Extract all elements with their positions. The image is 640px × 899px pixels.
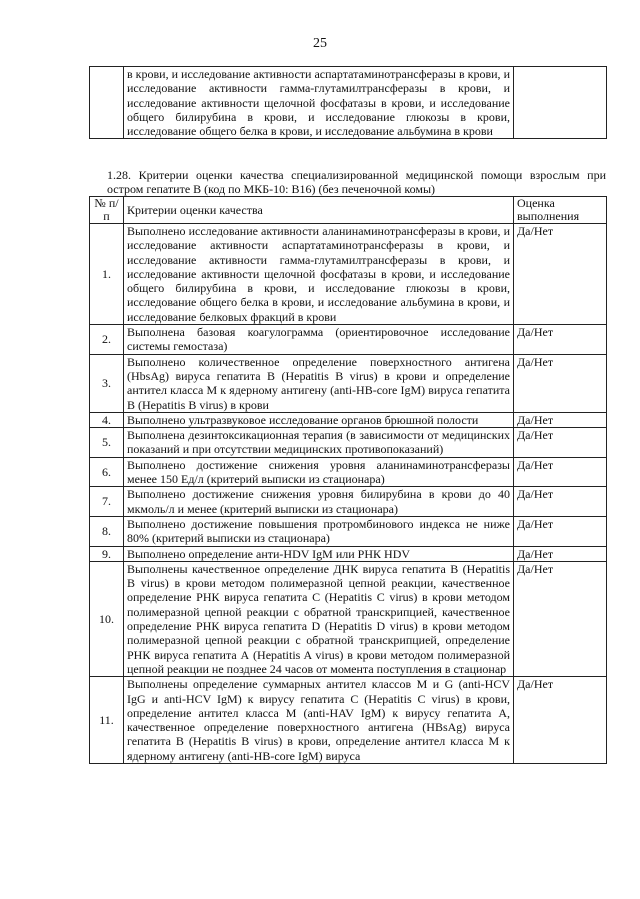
criterion-text: Выполнены определение суммарных антител классов М и G (anti-HCV IgG и anti-HCV IgM) к вирусу гепатита С (Hepatitis C virus) в крови, определение антител класса М (anti-HAV IgM) к вирусу гепатита А, качественное определение поверхностного антигена (HBsAg) вируса гепатита В (Hepatitis B virus) в крови, определение антител класса М к ядерному антигену (anti-HB-core IgM) вируса xyxy=(124,677,514,764)
header-number: № п/п xyxy=(90,197,124,224)
criterion-text: Выполнено исследование активности аланинаминотрансферазы в крови, и исследование активности аспартатаминотрансферазы в крови, и исследование активности гамма-глутамилтрансферазы в крови, и исследование активности щелочной фосфатазы в крови, и исследование общего билирубина в крови, и исследование глюкозы в крови, исследование общего белка в крови, и исследование альбумина в крови, и исследование белковых фракций в крови xyxy=(124,224,514,325)
table-row xyxy=(90,354,607,412)
criterion-text: Выполнено достижение снижения уровня билирубина в крови до 40 мкмоль/л и менее (критерий выписки из стационара) xyxy=(124,487,514,517)
row-number: 7. xyxy=(90,487,124,517)
row-number: 4. xyxy=(90,412,124,427)
evaluation-cell xyxy=(514,67,607,139)
row-number: 3. xyxy=(90,354,124,412)
evaluation-value: Да/Нет xyxy=(514,428,607,458)
table-row xyxy=(90,561,607,676)
table-row xyxy=(90,487,607,517)
evaluation-value: Да/Нет xyxy=(514,561,607,676)
criterion-text: Выполнено достижение повышения протромбинового индекса не ниже 80% (критерий выписки из стационара) xyxy=(124,516,514,546)
table-row xyxy=(90,325,607,355)
evaluation-value: Да/Нет xyxy=(514,457,607,487)
row-number: 2. xyxy=(90,325,124,355)
evaluation-value: Да/Нет xyxy=(514,224,607,325)
evaluation-value: Да/Нет xyxy=(514,487,607,517)
row-number: 6. xyxy=(90,457,124,487)
table-row xyxy=(90,224,607,325)
section-heading xyxy=(89,168,606,196)
table-row xyxy=(90,412,607,427)
table-row xyxy=(90,428,607,458)
criterion-text: Выполнено количественное определение поверхностного антигена (HbsAg) вируса гепатита В (Hepatitis B virus) в крови и определение антител класса М к ядерному антигену (anti-HB-core IgM) вируса гепатита В (Hepatitis B virus) в крови xyxy=(124,354,514,412)
criterion-text: Выполнена дезинтоксикационная терапия (в зависимости от медицинских показаний и при отсутствии медицинских противопоказаний) xyxy=(124,428,514,458)
table-header-row xyxy=(90,197,607,224)
criterion-text: Выполнено достижение снижения уровня аланинаминотрансферазы менее 150 Ед/л (критерий выписки из стационара) xyxy=(124,457,514,487)
criterion-text: Выполнено определение анти-HDV IgM или РНК HDV xyxy=(124,546,514,561)
criterion-cell: в крови, и исследование активности аспартатаминотрансферазы в крови, и исследование активности гамма-глутамилтрансферазы в крови, и исследование активности щелочной фосфатазы в крови, и исследование общего билирубина в крови, и исследование глюкозы в крови, исследование общего белка в крови, и исследование альбумина в крови xyxy=(124,67,514,139)
continued-criteria-table xyxy=(89,66,607,139)
table-row xyxy=(90,67,607,139)
criterion-text: Выполнено ультразвуковое исследование органов брюшной полости xyxy=(124,412,514,427)
row-number: 8. xyxy=(90,516,124,546)
section-heading-text: 1.28. Критерии оценки качества специализированной медицинской помощи взрослым при остром гепатите В (код по МКБ-10: В16) (без печеночной комы) xyxy=(107,168,606,196)
table-row xyxy=(90,677,607,764)
table-row xyxy=(90,457,607,487)
row-number: 9. xyxy=(90,546,124,561)
page-number: 25 xyxy=(313,36,327,51)
row-number: 10. xyxy=(90,561,124,676)
criterion-text: Выполнена базовая коагулограмма (ориентировочное исследование системы гемостаза) xyxy=(124,325,514,355)
row-number-cell xyxy=(90,67,124,139)
evaluation-value: Да/Нет xyxy=(514,516,607,546)
evaluation-value: Да/Нет xyxy=(514,546,607,561)
table-row xyxy=(90,516,607,546)
header-criterion: Критерии оценки качества xyxy=(124,197,514,224)
quality-criteria-table xyxy=(89,196,607,764)
row-number: 1. xyxy=(90,224,124,325)
row-number: 11. xyxy=(90,677,124,764)
header-evaluation: Оценка выполнения xyxy=(514,197,607,224)
table-row xyxy=(90,546,607,561)
criterion-text: Выполнены качественное определение ДНК вируса гепатита В (Hepatitis B virus) в крови методом полимеразной цепной реакции, качественное определение РНК вируса гепатита С (Hepatitis C virus) в крови методом полимеразной цепной реакции с обратной транскрипцией, качественное определение РНК вируса гепатита D (Hepatitis D virus) в крови методом полимеразной цепной реакции с обратной транскрипцией, определение РНК вируса гепатита А (Hepatitis A virus) в крови методом полимеразной цепной реакции не позднее 24 часов от момента поступления в стационар xyxy=(124,561,514,676)
evaluation-value: Да/Нет xyxy=(514,354,607,412)
evaluation-value: Да/Нет xyxy=(514,325,607,355)
evaluation-value: Да/Нет xyxy=(514,412,607,427)
row-number: 5. xyxy=(90,428,124,458)
evaluation-value: Да/Нет xyxy=(514,677,607,764)
